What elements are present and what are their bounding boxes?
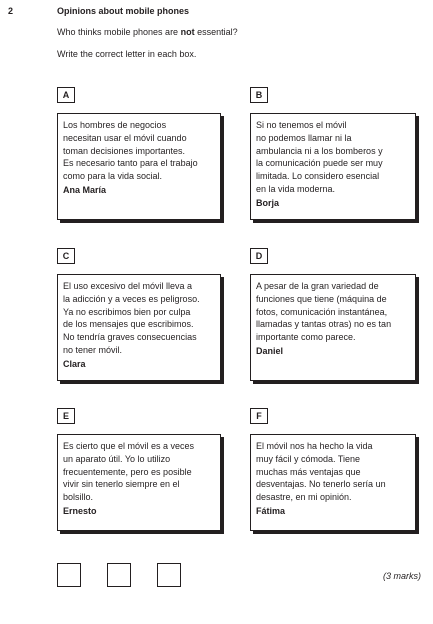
card-text-line: la comunicación puede ser muy xyxy=(256,158,383,169)
card-author-name: Borja xyxy=(256,197,280,208)
card-text-line: muy fácil y cómoda. Tiene xyxy=(256,453,361,464)
card-text-line: vivir sin tenerlo siempre en el xyxy=(63,479,180,490)
card-text-line: Es cierto que el móvil es a veces xyxy=(63,441,195,451)
card-text-line: El móvil nos ha hecho la vida xyxy=(256,441,373,451)
question-prompt xyxy=(57,27,238,37)
card-text-line: en la vida moderna. xyxy=(256,183,336,194)
card-text-line: No tendría graves consecuencias xyxy=(63,332,197,343)
answer-box-3[interactable] xyxy=(157,563,181,587)
card-author-name: Clara xyxy=(63,358,86,369)
card-text-line: limitada. Lo considero esencial xyxy=(256,171,380,182)
prompt-text-after: essential? xyxy=(194,27,238,37)
card-author-name: Ana María xyxy=(63,184,107,195)
option-letter-e: E xyxy=(57,408,75,424)
card-text-line: fotos, comunicación instantánea, xyxy=(256,306,388,317)
card-text-line: un aparato útil. Yo lo utilizo xyxy=(63,453,171,464)
card-text-line: toman decisiones importantes. xyxy=(63,145,186,156)
option-letter-c: C xyxy=(57,248,75,264)
card-text-line: no podemos llamar ni la xyxy=(256,132,352,143)
card-author-name: Fátima xyxy=(256,505,286,516)
card-text-line: muchas más ventajas que xyxy=(256,466,361,477)
card-text-line: El uso excesivo del móvil lleva a xyxy=(63,281,193,291)
marks-label: (3 marks) xyxy=(383,571,421,581)
card-text-line: la adicción y a veces es peligroso. xyxy=(63,293,200,304)
card-text-line: Si no tenemos el móvil xyxy=(256,120,347,130)
card-text-line: desventajas. No tenerlo sería un xyxy=(256,479,386,490)
prompt-text-before: Who thinks mobile phones are xyxy=(57,27,181,37)
card-text-line: llamadas y tantas otras) no es tan xyxy=(256,319,392,330)
card-text-line: Los hombres de negocios xyxy=(63,120,167,130)
question-title: Opinions about mobile phones xyxy=(57,6,189,16)
option-letter-f: F xyxy=(250,408,268,424)
card-text-line: frecuentemente, pero es posible xyxy=(63,466,192,477)
card-text-line: funciones que tiene (máquina de xyxy=(256,293,387,304)
card-text-line: importante como parece. xyxy=(256,332,356,343)
opinion-card-c xyxy=(57,274,221,381)
option-letter-d: D xyxy=(250,248,268,264)
card-text-line: ambulancia ni a los bomberos y xyxy=(256,145,383,156)
instruction-text: Write the correct letter in each box. xyxy=(57,49,197,59)
opinion-card-e xyxy=(57,434,221,531)
card-text-line: necesitan usar el móvil cuando xyxy=(63,132,187,143)
card-text-line: como para la vida social. xyxy=(63,171,163,182)
prompt-emphasis: not xyxy=(180,27,195,37)
opinion-card-f xyxy=(250,434,416,531)
answer-box-2[interactable] xyxy=(107,563,131,587)
card-text-line: de los mensajes que escribimos. xyxy=(63,319,194,330)
card-text-line: A pesar de la gran variedad de xyxy=(256,281,379,291)
card-text-line: no tener móvil. xyxy=(63,344,123,355)
option-letter-b: B xyxy=(250,87,268,103)
option-letter-a: A xyxy=(57,87,75,103)
opinion-card-d xyxy=(250,274,416,381)
question-number: 2 xyxy=(8,6,14,16)
answer-box-1[interactable] xyxy=(57,563,81,587)
card-text-line: bolsillo. xyxy=(63,492,94,503)
card-author-name: Ernesto xyxy=(63,505,97,516)
opinion-card-b xyxy=(250,113,416,220)
opinion-card-a xyxy=(57,113,221,220)
card-text-line: Es necesario tanto para el trabajo xyxy=(63,158,198,169)
card-text-line: Ya no escribimos bien por culpa xyxy=(63,306,191,317)
card-text-line: desastre, en mi opinión. xyxy=(256,492,352,503)
card-author-name: Daniel xyxy=(256,345,284,356)
